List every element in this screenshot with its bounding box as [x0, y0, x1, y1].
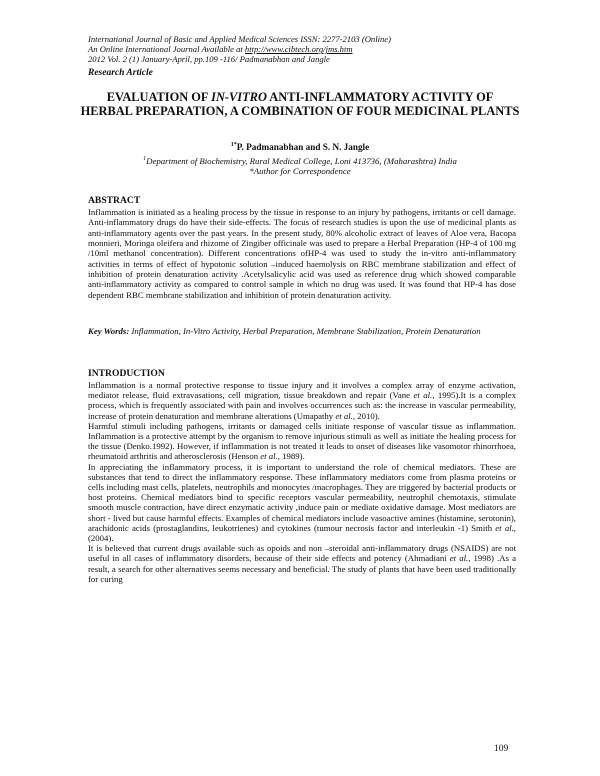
intro-paragraph-4: [88, 543, 516, 584]
p1-etal-2: et al.,: [335, 410, 356, 421]
journal-header: [88, 34, 528, 65]
author-marker: 1*: [230, 142, 237, 148]
paper-title: [80, 90, 520, 118]
journal-name: International Journal of Basic and Applied Medical Sciences ISSN: 2277-2103 (Online): [88, 34, 391, 44]
journal-availability: [88, 44, 528, 54]
p2-text-b: 1989).: [279, 451, 305, 462]
title-part-3: ANTI-INFLAMMATORY ACTIVITY OF HERBAL PREPARATION, A COMBINATION OF FOUR MEDICINAL PLANTS: [80, 90, 520, 118]
abstract-heading: ABSTRACT: [88, 195, 141, 206]
p2-text-a: Harmful stimuli including pathogens, irritants or damaged cells initiate response of vascular tissue as inflammation. Inflammation is a protective attempt by the organism to remove injurious stimuli as well as initiate the healing process for the tissue (Denko.1992). However, if inflammation is not treated it leads to onset of diseases like vasomotor rhinorrhoea, rheumatoid arthritis and atherosclerosis (Henson: [88, 420, 516, 462]
journal-volume-info: 2012 Vol. 2 (1) January-April, pp.109 -116/ Padmanabhan and Jangle: [88, 54, 330, 65]
page-number: 109: [494, 744, 509, 754]
p4-text-b: 1998) .As a result, a search for other alternatives seems necessary and beneficial. The study of plants that have been used traditionally for curing: [88, 553, 516, 584]
abstract-text: Inflammation is initiated as a healing process by the tissue in response to an injury by pathogens, irritants or cell damage. Anti-inflammatory drugs do have their side-effects. The focus of research studies is upon the use of medicinal plants as anti-inflammatory agents over the past years. In the present study, 80% alcoholic extract of leaves of Aloe vera, Bacopa monnieri, Moringa oleifera and rhizome of Zingiber officinale was used to prepare a Herbal Preparation (HP-4 of 100 mg /10ml methanol concentration). Different concentrations ofHP-4 was used to study the in-vitro anti-inflammatory activities in terms of effect of hypotonic solution –induced haemolysis on RBC membrane stabilization and effect of inhibition of protein denaturation activity .Acetylsalicylic acid was used as reference drug which showed comparable anti-inflammatory activity as compared to control sample in which no drug was used. It was found that HP-4 has dose dependent RBC membrane stabilization and inhibition of protein denaturation activity.: [88, 207, 516, 300]
authors: [80, 142, 520, 152]
affiliation: [80, 154, 520, 177]
availability-prefix: An Online International Journal Available at: [88, 44, 245, 55]
intro-paragraph-3: [88, 462, 516, 544]
affiliation-dept: [80, 154, 520, 166]
p1-etal-1: et al.,: [413, 390, 435, 401]
p3-text-b: (2004).: [88, 533, 114, 544]
p1-text-a: Inflammation is a normal protective response to tissue injury and it involves a complex array of enzyme activation, mediator release, fluid extravasations, cell migration, tissue breakdown and repair (Vane: [88, 380, 516, 401]
keywords: [88, 326, 516, 336]
intro-paragraph-2: [88, 421, 516, 462]
article-type: Research Article: [88, 68, 153, 78]
affiliation-text: Department of Biochemistry, Rural Medical College, Loni 413736, (Maharashtra) India: [146, 155, 457, 166]
p2-etal: et al.,: [260, 451, 280, 462]
p3-etal: et al.,: [495, 522, 516, 533]
p4-text-a: It is believed that current drugs available such as opoids and non –steroidal anti-inflammatory drugs (NSAIDS) are not useful in all cases of inflammatory disorders, because of their side effects and potency (Ahmadiani: [88, 543, 516, 564]
p3-text-a: In appreciating the inflammatory process, it is important to understand the role of chemical mediators. These are substances that tend to direct the inflammatory response. These inflammatory mediators come from plasma proteins or cells including mast cells, platelets, neutrophils and monocytes /macrophages. They are triggered by bacterial products or host proteins. Chemical mediators bind to specific receptors vascular permeability, neutrophil chemotaxis, stimulate smooth muscle contraction, have direct enzymatic activity ,induce pain or mediate oxidative damage. Most mediators are short - lived but cause harmful effects. Examples of chemical mediators include vasoactive amines (histamine, serotonin), arachidonic acids (prostaglandins, leukotrienes) and cytokines (tumour necrosis factor and interleukin -1) Smith: [88, 461, 516, 533]
title-part-1: EVALUATION OF: [106, 90, 212, 104]
p4-etal: et al.,: [449, 553, 471, 564]
keywords-text: Inflammation, In-Vitro Activity, Herbal Preparation, Membrane Stabilization, Protein Denaturation: [129, 326, 481, 336]
correspondence-note: *Author for Correspondence: [249, 166, 351, 177]
introduction-body: [88, 380, 516, 584]
p1-text-b: 1995).It is a complex process, which is frequently associated with pain and involves occurrences such as: the increase in vascular permeability, increase of protein denaturation and membrane alterations (Umapathy: [88, 390, 517, 421]
title-italic-part: IN-VITRO: [211, 90, 267, 104]
p1-text-c: 2010).: [355, 410, 380, 421]
intro-paragraph-1: [88, 380, 516, 421]
journal-url-link[interactable]: http://www.cibtech.org/jms.htm: [244, 44, 353, 55]
keywords-label: Key Words:: [88, 326, 130, 336]
author-names: P. Padmanabhan and S. N. Jangle: [236, 142, 370, 153]
introduction-heading: INTRODUCTION: [88, 368, 165, 379]
affiliation-marker: 1: [143, 156, 147, 162]
